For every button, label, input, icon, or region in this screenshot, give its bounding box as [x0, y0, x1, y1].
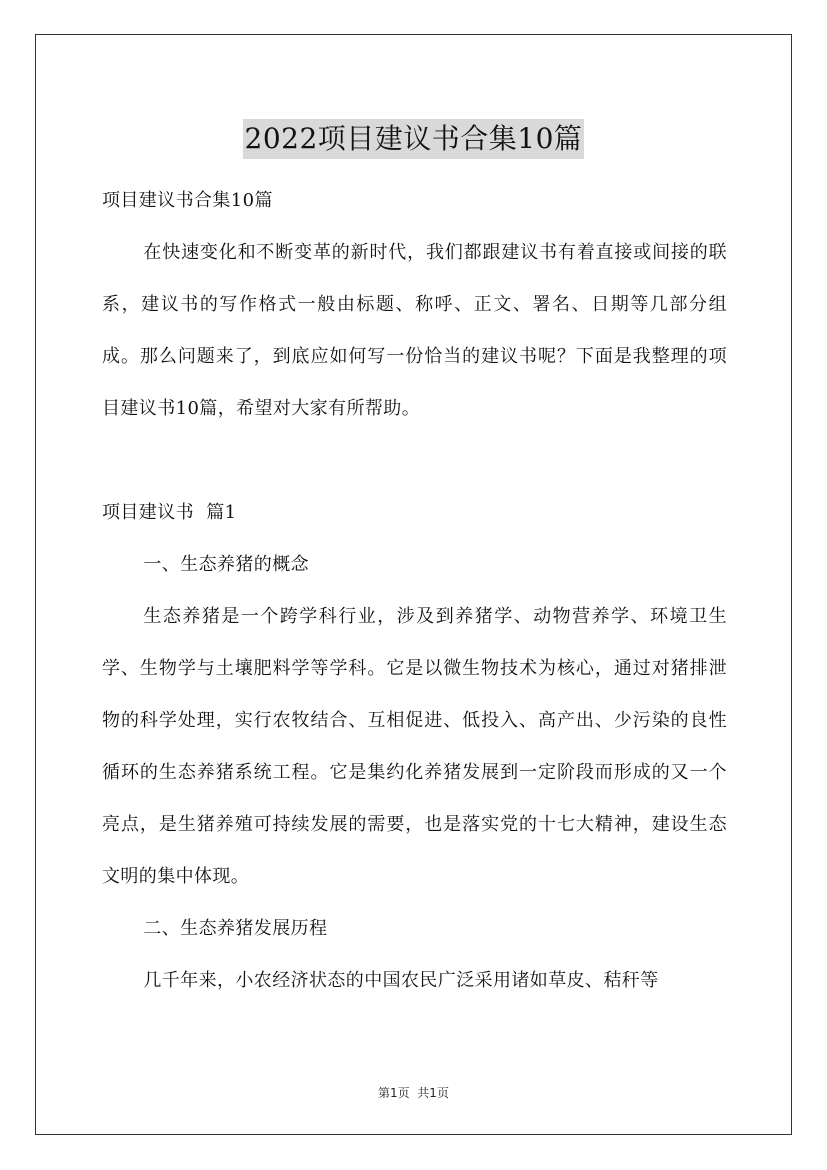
- document-body: [102, 175, 727, 1007]
- title-wrap: [0, 100, 827, 178]
- page-footer: 第1页 共1页: [378, 1086, 449, 1100]
- section-heading: 项目建议书 篇1: [102, 502, 237, 523]
- subsection-heading-2: 二、生态养猪发展历程: [143, 918, 328, 939]
- subsection-heading-1: 一、生态养猪的概念: [143, 554, 309, 575]
- document-title: 2022项目建议书合集10篇: [243, 119, 585, 159]
- subsection-body-1: 生态养猪是一个跨学科行业，涉及到养猪学、动物营养学、环境卫生学、生物学与土壤肥料学等学科。它是以微生物技术为核心，通过对猪排泄物的科学处理，实行农牧结合、互相促进、低投入、高产出、少污染的良性循环的生态养猪系统工程。它是集约化养猪发展到一定阶段而形成的又一个亮点，是生猪养殖可持续发展的需要，也是落实党的十七大精神，建设生态文明的集中体现。: [102, 606, 727, 887]
- subsection-body-2: 几千年来，小农经济状态的中国农民广泛采用诸如草皮、秸秆等: [143, 970, 659, 991]
- section-spacer: [102, 435, 727, 487]
- intro-paragraph: 在快速变化和不断变革的新时代，我们都跟建议书有着直接或间接的联系，建议书的写作格式一般由标题、称呼、正文、署名、日期等几部分组成。那么问题来了，到底应如何写一份恰当的建议书呢？下面是我整理的项目建议书10篇，希望对大家有所帮助。: [102, 242, 727, 419]
- document-subtitle: 项目建议书合集10篇: [102, 190, 273, 211]
